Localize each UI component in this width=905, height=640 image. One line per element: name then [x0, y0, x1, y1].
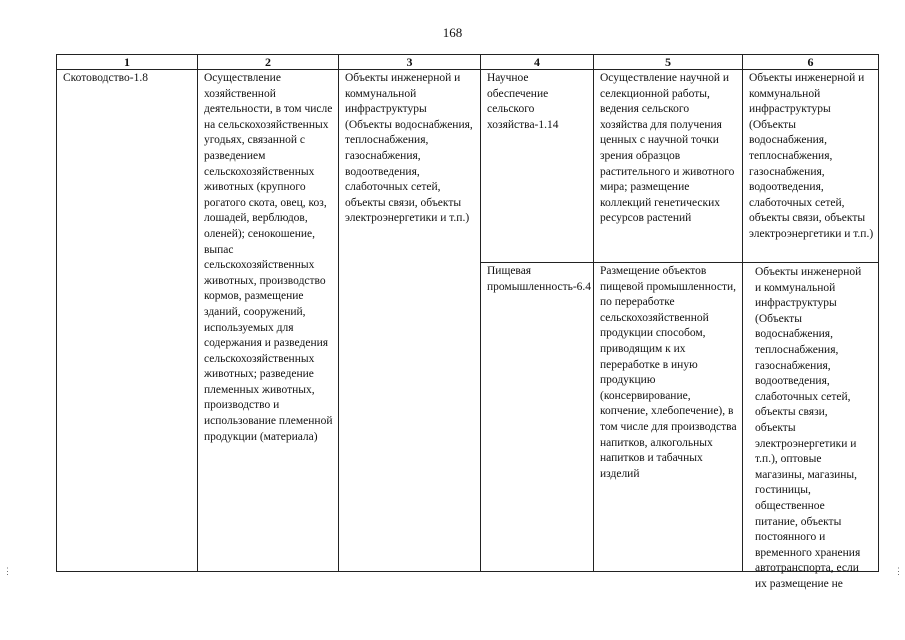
main-use-description-cell: Осуществление хозяйственной деятельности, в том числе на сельскохозяйственных угодьях, связанной с разведением сельскохозяйственных животных (крупного рогатого скота, овец, коз, лошадей, верблюдов, оленей); сенокошение, выпас сельскохозяйственных животных, производство кормов, размещение зданий, сооружений, используемых для содержания и разведения сельскохозяйственных животных; разведение племенных животных, производство и использование племенной продукции (материала): [198, 70, 339, 572]
auxiliary-use-cell: Объекты инженерной и коммунальной инфраструктуры (Объекты водоснабжения, теплоснабжения, газоснабжения, водоотведения, слаботочных сетей, объекты связи, объекты электроэнергетики и т.п.): [339, 70, 481, 572]
cell-text: Объекты инженерной и коммунальной инфраструктуры (Объекты водоснабжения, теплоснабжения, газоснабжения, водоотведения, слаботочных сетей, объекты связи, объекты электроэнергетики и т.п.), оптовые магазины, магазины, гостиницы, общественное питание, объекты постоянного и временного хранения автотранспорта, если их размещение не: [755, 266, 862, 590]
table-header-row: [57, 55, 879, 70]
column-header: 2: [198, 55, 339, 70]
conditional-use-cell: Научное обеспечение сельского хозяйства-1.14: [481, 70, 594, 263]
conditional-use-description-cell: Осуществление научной и селекционной работы, ведения сельского хозяйства для получения ценных с научной точки зрения образцов растительного и животного мира; размещение коллекций генетических ресурсов растений: [594, 70, 743, 263]
conditional-auxiliary-cell: [743, 263, 879, 590]
scan-margin-mark: ⋮: [894, 566, 903, 576]
column-header: 4: [481, 55, 594, 70]
conditional-use-cell: Пищевая промышленность-6.4: [481, 263, 594, 572]
scan-margin-mark: ⋮: [3, 566, 12, 576]
main-use-cell: Скотоводство-1.8: [57, 70, 198, 572]
conditional-use-description-cell: Размещение объектов пищевой промышленности, по переработке сельскохозяйственной продукции способом, приводящим к их переработке в иную продукцию (консервирование, копчение, хлебопечение), в том числе для производства напитков, алкогольных напитков и табачных изделий: [594, 263, 743, 572]
column-header: 5: [594, 55, 743, 70]
conditional-auxiliary-cell: Объекты инженерной и коммунальной инфраструктуры (Объекты водоснабжения, теплоснабжения, газоснабжения, водоотведения, слаботочных сетей, объекты связи, объекты электроэнергетики и т.п.): [743, 70, 879, 263]
column-header: 3: [339, 55, 481, 70]
table-row: [57, 70, 879, 263]
column-header: 6: [743, 55, 879, 70]
land-use-table: [56, 54, 879, 590]
page-number: 168: [442, 25, 463, 40]
column-header: 1: [57, 55, 198, 70]
